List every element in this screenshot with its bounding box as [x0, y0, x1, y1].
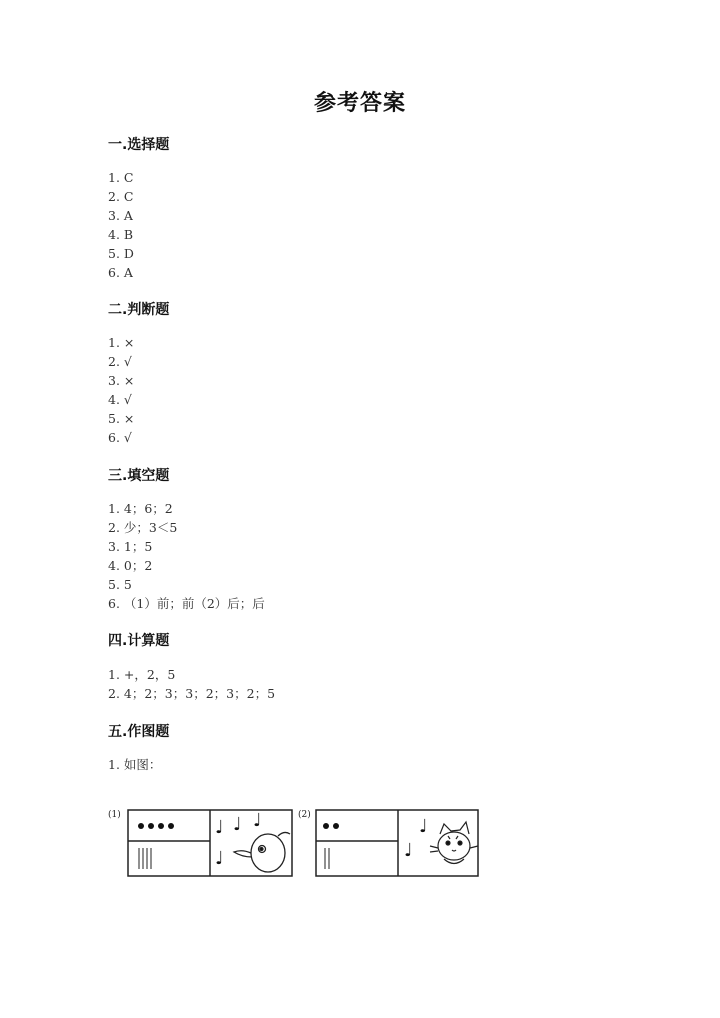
panel-2-label: (2) — [298, 810, 311, 820]
answer-item: 6. A — [108, 265, 133, 280]
section-heading-choice: 一.选择题 — [108, 137, 170, 153]
section-heading-calculation: 四.计算题 — [108, 633, 170, 649]
music-note-icon — [404, 816, 428, 861]
bird-icon — [234, 832, 290, 872]
answer-item: 5. D — [108, 246, 134, 261]
panel-2-dots — [323, 823, 339, 829]
answer-figure — [108, 806, 488, 880]
panel-1-label: (1) — [108, 810, 121, 820]
svg-text:♩: ♩ — [233, 814, 242, 835]
page-title: 参考答案 — [313, 90, 406, 116]
answer-item: 5. × — [108, 411, 135, 426]
svg-text:♩: ♩ — [419, 816, 428, 837]
answer-item: 4. √ — [108, 392, 132, 407]
answer-item: 2. 少；3＜5 — [108, 520, 178, 535]
svg-text:♩: ♩ — [215, 817, 224, 838]
answer-item: 2. 4；2；3；3；2；3；2；5 — [108, 686, 276, 701]
answer-item: 2. C — [108, 189, 134, 204]
svg-text:♩: ♩ — [253, 810, 262, 831]
answer-item: 1. × — [108, 335, 135, 350]
answer-item: 3. × — [108, 373, 135, 388]
answer-item: 6. （1）前；前（2）后；后 — [108, 596, 265, 611]
answer-item: 6. √ — [108, 430, 132, 445]
section-heading-judgement: 二.判断题 — [108, 302, 170, 318]
svg-text:♩: ♩ — [404, 840, 413, 861]
panel-1-tallies — [139, 848, 151, 869]
answer-item: 1. +，2，5 — [108, 667, 176, 682]
section-heading-fill-blank: 三.填空题 — [108, 468, 170, 484]
answer-item: 2. √ — [108, 354, 132, 369]
svg-text:♩: ♩ — [215, 848, 224, 869]
figure-panel-2 — [298, 809, 478, 876]
panel-2-tallies — [325, 848, 329, 869]
music-note-icon — [215, 810, 262, 869]
figure-panel-1 — [108, 809, 292, 876]
panel-1-dots — [138, 823, 174, 829]
answer-item: 4. B — [108, 227, 134, 242]
answer-item: 5. 5 — [108, 577, 132, 592]
answer-item: 3. A — [108, 208, 133, 223]
answer-item: 3. 1；5 — [108, 539, 153, 554]
answer-item: 1. C — [108, 170, 134, 185]
section-heading-drawing: 五.作图题 — [108, 724, 170, 740]
cat-icon — [430, 822, 478, 864]
answer-item: 1. 如图： — [108, 757, 162, 772]
answer-item: 1. 4；6；2 — [108, 501, 173, 516]
answer-item: 4. 0；2 — [108, 558, 153, 573]
